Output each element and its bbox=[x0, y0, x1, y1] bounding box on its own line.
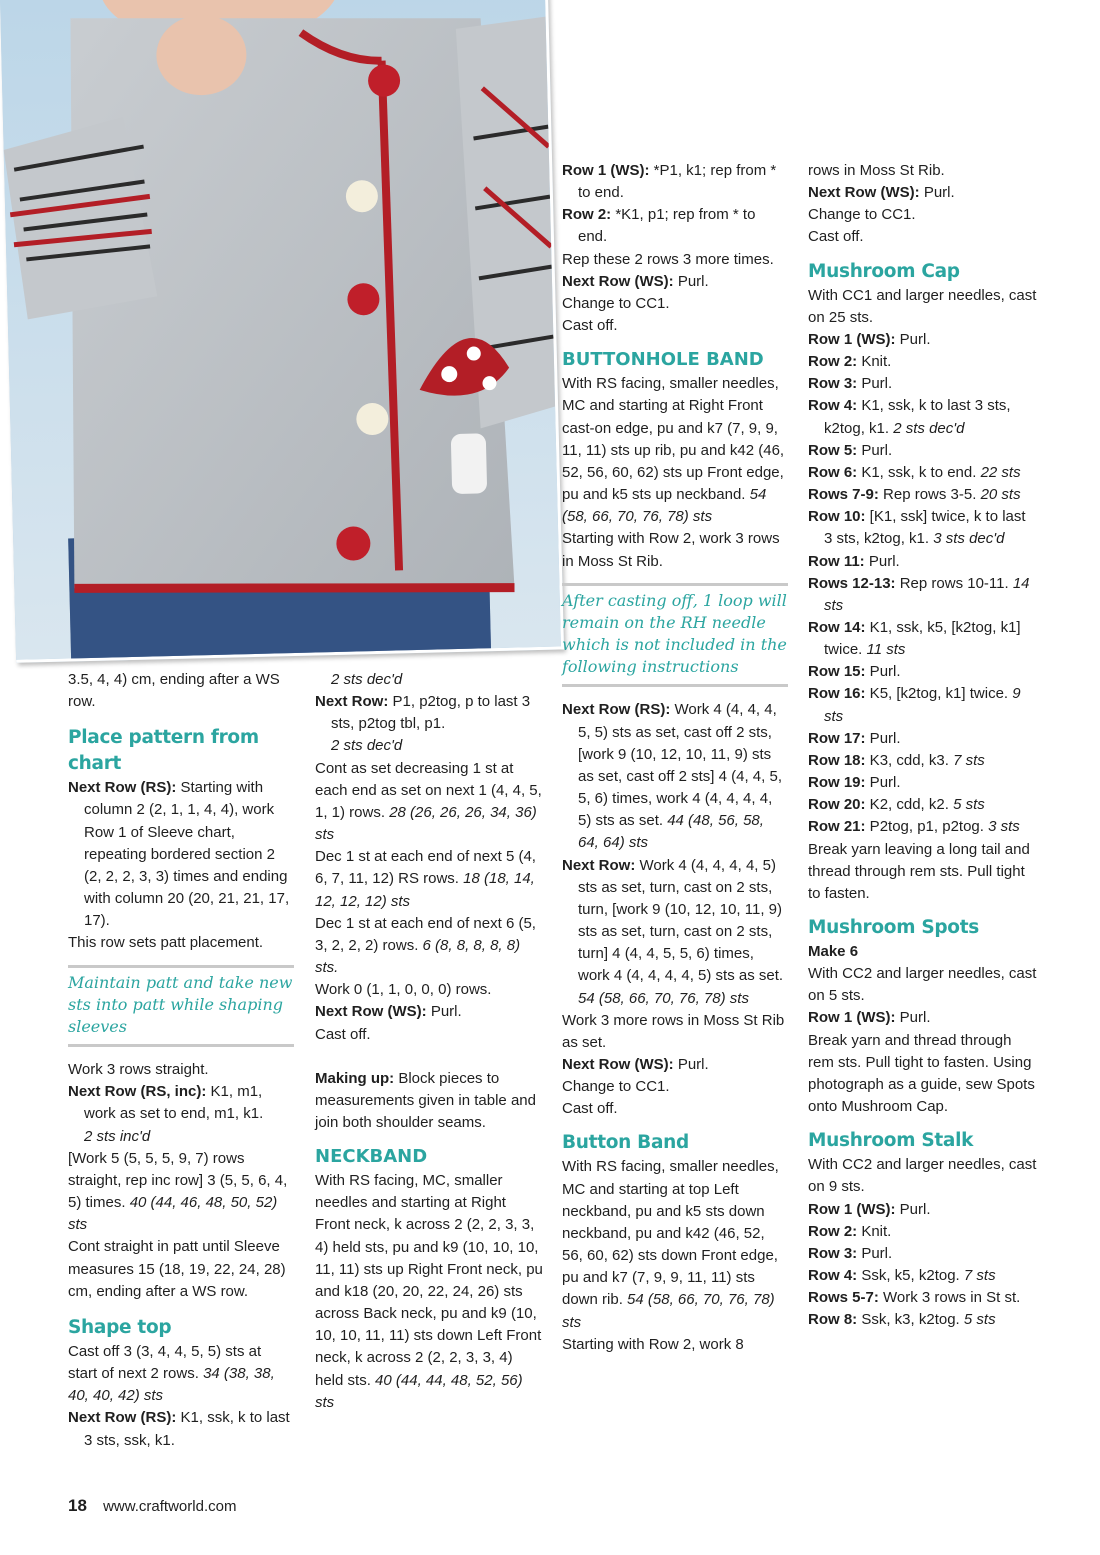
buttonhole-start-text: Starting with Row 2, work 3 rows in Moss St Rib. bbox=[562, 530, 780, 570]
pattern-row: Row 15: Purl. bbox=[808, 663, 901, 681]
row-1-ws: Row 1 (WS): *P1, k1; rep from * to end. bbox=[562, 162, 777, 202]
cap-end-text: Break yarn leaving a long tail and thread through rem sts. Pull tight to fasten. bbox=[808, 840, 1030, 902]
pattern-row: Row 16: K5, [k2tog, k1] twice. 9 sts bbox=[808, 685, 1021, 725]
pattern-row: Rows 12-13: Rep rows 10-11. 14 sts bbox=[808, 574, 1030, 614]
cap-rows-list bbox=[808, 329, 1038, 839]
pattern-row: Row 4: Ssk, k5, k2tog. 7 sts bbox=[808, 1267, 996, 1285]
sleeve-length-text: 3.5, 4, 4) cm, ending after a WS row. bbox=[68, 671, 280, 711]
button-band-text: With RS facing, smaller needles, MC and starting at top Left neckband, pu and k5 sts down neckband, pu and k42 (46, 52, 56, 60, 62) sts down Front edge, pu and k7 (7, 9, 9, 11, 11) sts down rib. 54 (58, 66, 70, 76, 78) sts bbox=[562, 1158, 779, 1331]
cardigan-photo bbox=[0, 0, 564, 663]
column-4 bbox=[808, 160, 1038, 1332]
stalk-rows-list bbox=[808, 1199, 1038, 1332]
column-3 bbox=[562, 160, 788, 1356]
spots-end-text: Break yarn and thread through rem sts. Pull tight to fasten. Using photograph as a guide, sew Spots onto Mushroom Cap. bbox=[808, 1031, 1035, 1116]
cont-decreasing-text: Cont as set decreasing 1 st at each end as set on next 1 (4, 4, 5, 1, 1) rows. 28 (26, 26, 26, 34, 36) sts bbox=[315, 759, 542, 844]
work-3-rows-text: Work 3 rows straight. bbox=[68, 1061, 209, 1079]
pattern-row: Row 21: P2tog, p1, p2tog. 3 sts bbox=[808, 818, 1020, 836]
website-link[interactable]: www.craftworld.com bbox=[103, 1498, 237, 1515]
making-up-text: Making up: Block pieces to measurements given in table and join both shoulder seams. bbox=[315, 1069, 536, 1131]
next-row-ws-purl: Next Row (WS): Purl. bbox=[315, 1003, 462, 1021]
cast-off-3-text: Cast off 3 (3, 4, 4, 5, 5) sts at start of next 2 rows. 34 (38, 38, 40, 40, 42) sts bbox=[68, 1342, 275, 1405]
cast-off-text: Cast off. bbox=[315, 1025, 371, 1043]
spots-row-1: Row 1 (WS): Purl. bbox=[808, 1009, 931, 1027]
next-row-ws-purl: Next Row (WS): Purl. bbox=[562, 272, 709, 290]
heading-place-pattern: Place pattern from chart bbox=[68, 727, 259, 775]
cast-off-text: Cast off. bbox=[808, 228, 864, 246]
tip-maintain-patt: Maintain patt and take new sts into patt while shaping sleeves bbox=[68, 965, 294, 1048]
next-row-rs-buttonholes: Next Row (RS): Work 4 (4, 4, 4, 5, 5) sts as set, cast off 2 sts, [work 9 (10, 12, 10, 11, 9) sts as set, cast off 2 sts] 4 (4, 4, 5, 5, 6) times, work 4 (4, 4, 4, 4, 5) sts as set. 44 (48, 56, 58, 64, 64) sts bbox=[562, 701, 782, 852]
heading-mushroom-stalk: Mushroom Stalk bbox=[808, 1130, 974, 1152]
work-5-rows-text: [Work 5 (5, 5, 5, 9, 7) rows straight, rep inc row] 3 (5, 5, 6, 4, 5) times. 40 (44, 46, 48, 50, 52) sts bbox=[68, 1149, 288, 1234]
pattern-row: Row 8: Ssk, k3, k2tog. 5 sts bbox=[808, 1311, 996, 1329]
pattern-row: Row 2: Knit. bbox=[808, 353, 892, 371]
change-cc1-text: Change to CC1. bbox=[808, 206, 916, 224]
pattern-row: Row 17: Purl. bbox=[808, 729, 901, 747]
change-cc1-text: Change to CC1. bbox=[562, 294, 670, 312]
dec-5-text: Dec 1 st at each end of next 5 (4, 6, 7, 11, 12) RS rows. 18 (18, 14, 12, 12, 12) sts bbox=[315, 848, 536, 910]
heading-shape-top: Shape top bbox=[68, 1316, 172, 1338]
inc-row-instruction: Next Row (RS, inc): K1, m1, work as set to end, m1, k1. 2 sts inc'd bbox=[68, 1083, 264, 1145]
change-cc1-text-2: Change to CC1. bbox=[562, 1078, 670, 1096]
work-3-more-text: Work 3 more rows in Moss St Rib as set. bbox=[562, 1011, 785, 1051]
heading-buttonhole-band: BUTTONHOLE BAND bbox=[562, 349, 764, 371]
pattern-row: Rows 7-9: Rep rows 3-5. 20 sts bbox=[808, 486, 1021, 504]
cast-off-text-2: Cast off. bbox=[562, 1100, 618, 1118]
pattern-row: Row 5: Purl. bbox=[808, 441, 893, 459]
row-2: Row 2: *K1, p1; rep from * to end. bbox=[562, 206, 756, 246]
next-row-rs-instruction: Next Row (RS): Starting with column 2 (2, 1, 1, 4, 4), work Row 1 of Sleeve chart, repeating bordered section 2 (2, 2, 2, 3, 3) times and ending with column 20 (20, 21, 21, 17, 17). bbox=[68, 779, 290, 930]
spots-intro-text: With CC2 and larger needles, cast on 5 sts. bbox=[808, 965, 1037, 1005]
page-footer bbox=[68, 1496, 236, 1516]
column-2 bbox=[315, 669, 543, 1414]
next-row-ws-purl: Next Row (WS): Purl. bbox=[808, 184, 955, 202]
neckband-text: With RS facing, MC, smaller needles and starting at Right Front neck, k across 2 (2, 2, 3, 3, 4) held sts, pu and k9 (10, 10, 10, 11, 11) sts up Right Front neck, pu and k18 (20, 20, 22, 24, 26) sts across Back neck, pu and k9 (10, 10, 10, 11, 11) sts down Left Front neck, k across 2 (2, 2, 3, 3, 4) held sts. 40 (44, 44, 48, 52, 56) sts bbox=[315, 1172, 543, 1411]
next-row-ws-purl-2: Next Row (WS): Purl. bbox=[562, 1055, 709, 1073]
heading-neckband: NECKBAND bbox=[315, 1146, 428, 1168]
pattern-row: Row 3: Purl. bbox=[808, 1244, 893, 1262]
next-row-p2tog: Next Row: P1, p2tog, p to last 3 sts, p2tog tbl, p1. 2 sts dec'd bbox=[315, 693, 531, 755]
heading-button-band: Button Band bbox=[562, 1132, 689, 1154]
heading-mushroom-cap: Mushroom Cap bbox=[808, 260, 960, 282]
sets-placement-text: This row sets patt placement. bbox=[68, 934, 264, 952]
pattern-row: Row 10: [K1, ssk] twice, k to last 3 sts, k2tog, k1. 3 sts dec'd bbox=[808, 508, 1026, 548]
pattern-row: Row 1 (WS): Purl. bbox=[808, 330, 931, 348]
ssk-row-instruction: Next Row (RS): K1, ssk, k to last 3 sts, ssk, k1. bbox=[68, 1409, 290, 1449]
pattern-row: Row 3: Purl. bbox=[808, 375, 893, 393]
next-row-cast-on: Next Row: Work 4 (4, 4, 4, 4, 5) sts as set, turn, cast on 2 sts, turn, [work 9 (10, 12, 10, 11, 9) sts as set, turn, cast on 2 sts, turn] 4 (4, 4, 5, 5, 6) times, work 4 (4, 4, 4, 4, 5) sts as set. 54 (58, 66, 70, 76, 78) sts bbox=[562, 856, 784, 1007]
dec-6-text: Dec 1 st at each end of next 6 (5, 3, 2, 2, 2) rows. 6 (8, 8, 8, 8, 8) sts. bbox=[315, 914, 536, 977]
pattern-row: Row 18: K3, cdd, k3. 7 sts bbox=[808, 751, 985, 769]
make-6-label: Make 6 bbox=[808, 943, 859, 960]
pattern-row: Row 20: K2, cdd, k2. 5 sts bbox=[808, 796, 985, 814]
pattern-row: Row 1 (WS): Purl. bbox=[808, 1200, 931, 1218]
rep-rows-text: Rep these 2 rows 3 more times. bbox=[562, 250, 774, 268]
heading-mushroom-spots: Mushroom Spots bbox=[808, 917, 979, 938]
work-0-text: Work 0 (1, 1, 0, 0, 0) rows. bbox=[315, 981, 492, 999]
column-1 bbox=[68, 669, 294, 1452]
pattern-row: Row 2: Knit. bbox=[808, 1222, 892, 1240]
pattern-row: Row 4: K1, ssk, k to last 3 sts, k2tog, k1. 2 sts dec'd bbox=[808, 397, 1011, 437]
cont-straight-text: Cont straight in patt until Sleeve measures 15 (18, 19, 22, 24, 28) cm, ending after a WS row. bbox=[68, 1238, 286, 1300]
dec-note-1: 2 sts dec'd bbox=[331, 671, 403, 688]
cap-intro-text: With CC1 and larger needles, cast on 25 sts. bbox=[808, 286, 1037, 326]
buttonhole-band-text: With RS facing, smaller needles, MC and starting at Right Front cast-on edge, pu and k7 (7, 9, 9, 11, 11) sts up rib, pu and k42 (46, 52, 56, 60, 62) sts up Front edge, pu and k5 sts up neckband. 54 (58, 66, 70, 76, 78) sts bbox=[562, 375, 785, 526]
tip-after-casting-off: After casting off, 1 loop will remain on the RH needle which is not included in the following instructions bbox=[562, 583, 788, 688]
pattern-row: Row 14: K1, ssk, k5, [k2tog, k1] twice. 11 sts bbox=[808, 618, 1021, 659]
moss-rows-text: rows in Moss St Rib. bbox=[808, 162, 945, 179]
pattern-row: Row 6: K1, ssk, k to end. 22 sts bbox=[808, 463, 1021, 481]
cast-off-text: Cast off. bbox=[562, 317, 618, 335]
button-band-start-text: Starting with Row 2, work 8 bbox=[562, 1335, 744, 1353]
pattern-row: Row 11: Purl. bbox=[808, 552, 900, 570]
stalk-intro-text: With CC2 and larger needles, cast on 9 sts. bbox=[808, 1156, 1037, 1196]
page-number: 18 bbox=[68, 1496, 87, 1515]
pattern-row: Rows 5-7: Work 3 rows in St st. bbox=[808, 1289, 1021, 1307]
pattern-row: Row 19: Purl. bbox=[808, 774, 901, 792]
